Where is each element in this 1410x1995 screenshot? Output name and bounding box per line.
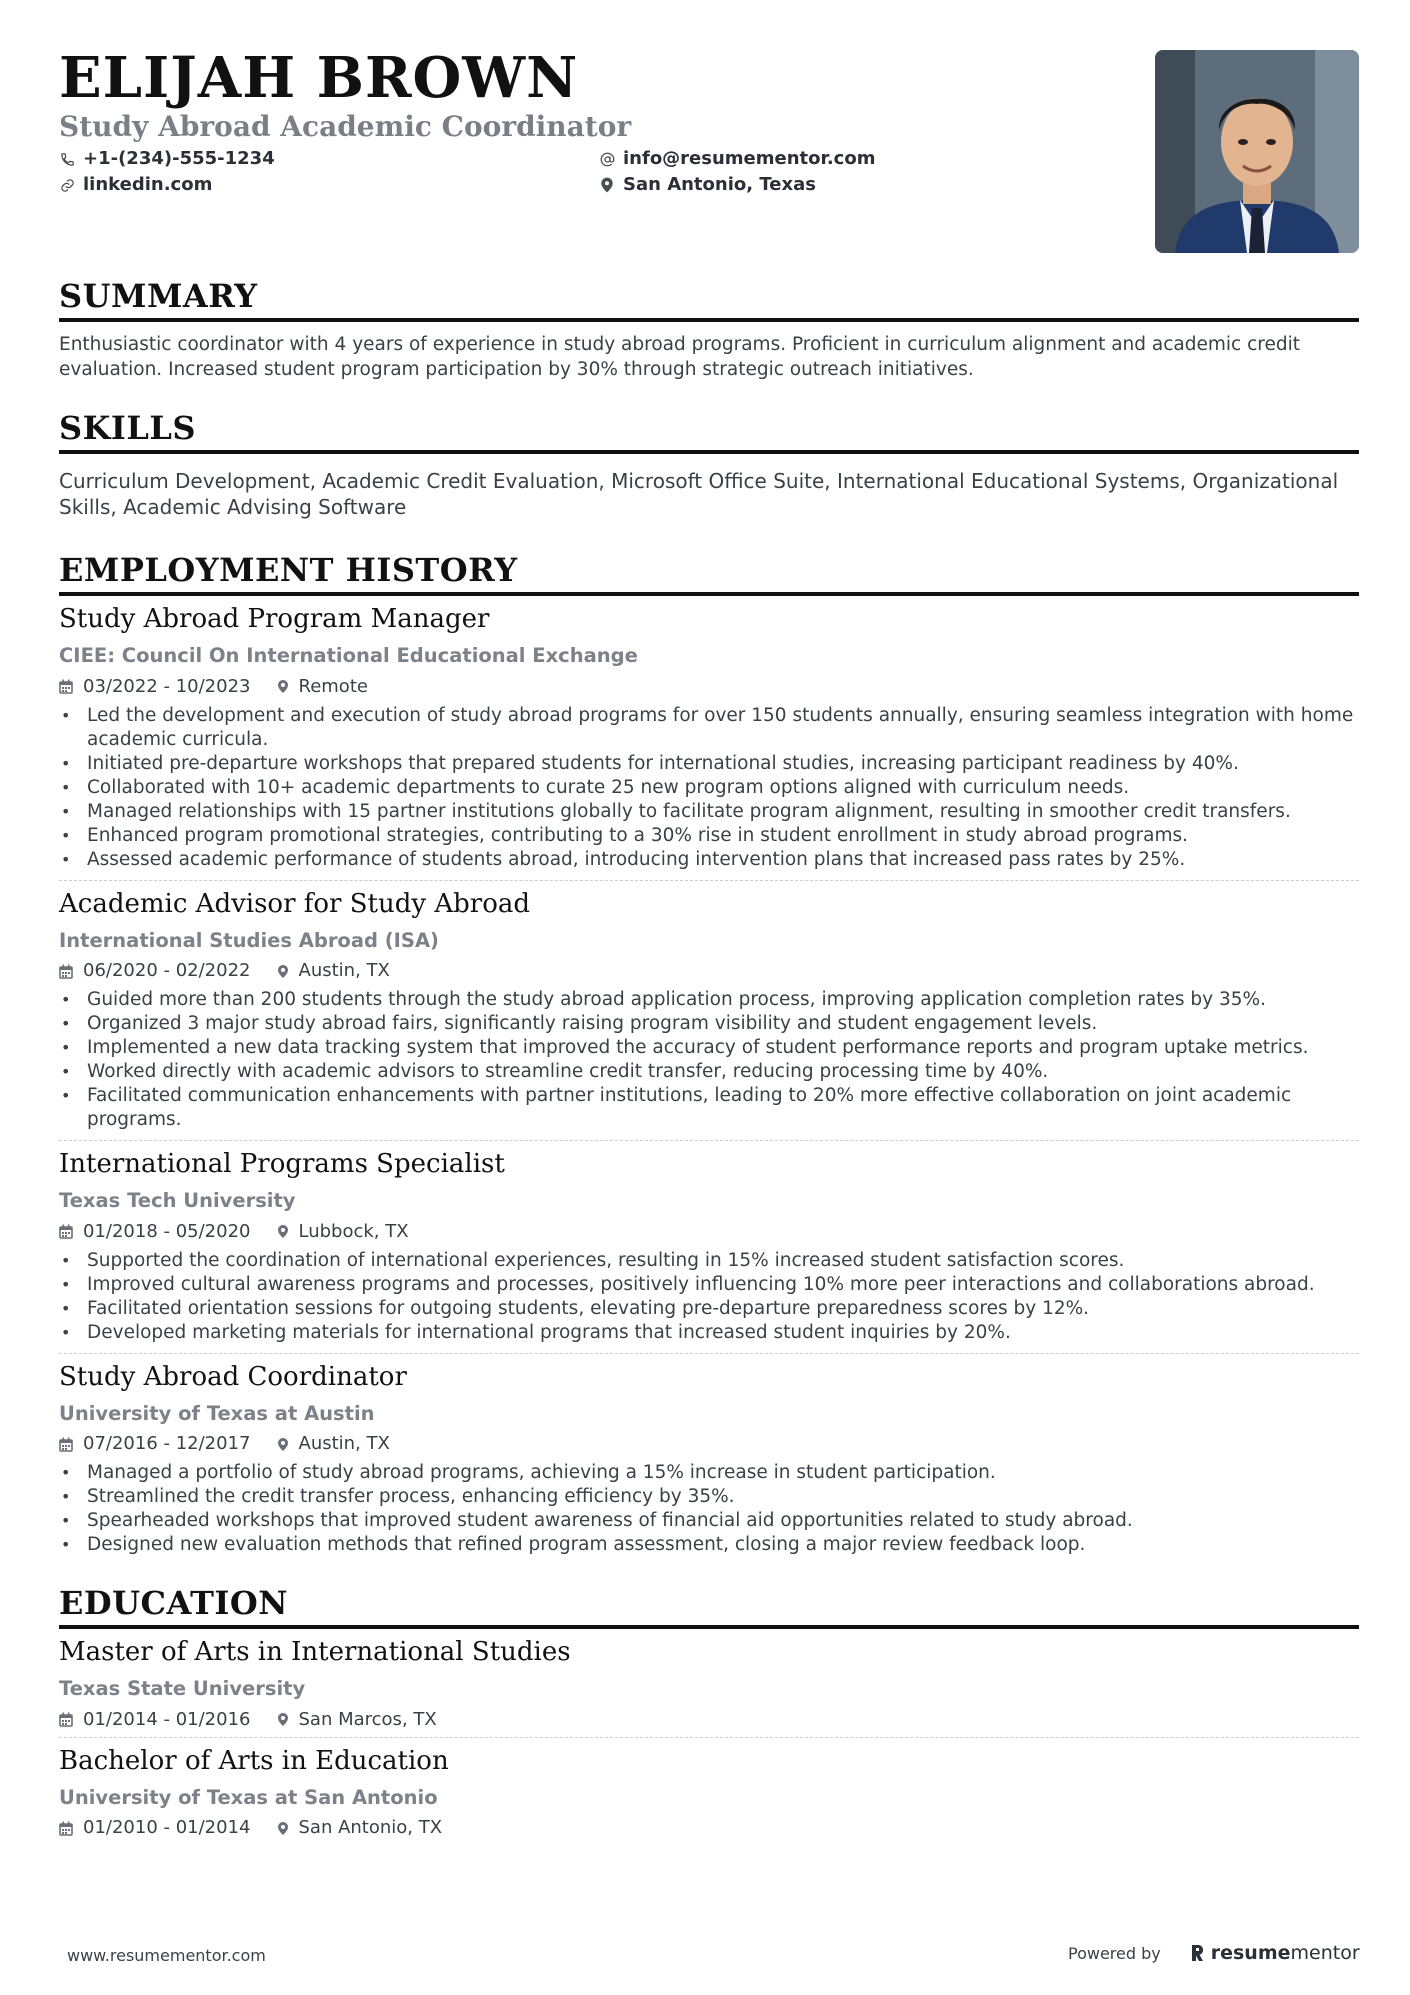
employment-heading: EMPLOYMENT HISTORY	[59, 554, 1359, 596]
email-text[interactable]: info@resumementor.com	[623, 148, 876, 169]
candidate-name: ELIJAH BROWN	[59, 45, 579, 111]
brand-light: mentor	[1290, 1942, 1360, 1964]
job-title: Study Abroad Program Manager	[59, 604, 490, 634]
brand-bold: resume	[1210, 1942, 1291, 1964]
phone-icon	[59, 151, 75, 167]
job-bullets	[59, 704, 1359, 872]
list-item: • Spearheaded workshops that improved student awareness of financial aid opportunities related to study abroad.	[59, 1509, 1359, 1533]
job-location	[277, 1435, 390, 1453]
linkedin-text[interactable]: linkedin.com	[83, 174, 213, 195]
map-pin-icon	[599, 177, 615, 193]
list-item: • Facilitated orientation sessions for outgoing students, elevating pre-departure preparedness scores by 12%.	[59, 1297, 1359, 1321]
education-location-text: San Marcos, TX	[298, 1708, 437, 1730]
calendar-icon	[59, 679, 73, 694]
education-heading: EDUCATION	[59, 1587, 1359, 1629]
list-item: • Designed new evaluation methods that refined program assessment, closing a major review feedback loop.	[59, 1533, 1359, 1557]
contact-email	[599, 150, 875, 168]
summary-heading: SUMMARY	[59, 280, 1359, 322]
location-text: San Antonio, Texas	[623, 174, 816, 195]
job-dates	[59, 1435, 251, 1453]
job-meta	[59, 1220, 1359, 1242]
list-item: • Assessed academic performance of students abroad, introducing intervention plans that increased pass rates by 25%.	[59, 848, 1359, 872]
education-dates-text: 01/2014 - 01/2016	[83, 1708, 251, 1730]
link-icon	[59, 177, 75, 193]
job-bullets	[59, 988, 1359, 1132]
job-entry	[59, 606, 1359, 881]
job-location-text: Austin, TX	[298, 960, 390, 981]
education-location-text: San Antonio, TX	[298, 1817, 443, 1838]
contact-location	[599, 176, 816, 194]
job-organization: CIEE: Council On International Educational Exchange	[59, 644, 638, 667]
profile-photo	[1155, 50, 1359, 253]
job-entry	[59, 1151, 1359, 1354]
map-pin-icon	[277, 1224, 289, 1239]
calendar-icon	[59, 1224, 73, 1239]
education-meta	[59, 1708, 1359, 1730]
phone-text[interactable]: +1-(234)-555-1234	[83, 148, 275, 169]
summary-section	[59, 277, 1359, 382]
degree-title: Bachelor of Arts in Education	[59, 1745, 449, 1776]
job-entry	[59, 1361, 1359, 1566]
list-item: • Streamlined the credit transfer process, enhancing efficiency by 35%.	[59, 1485, 1359, 1509]
job-dates	[59, 962, 251, 980]
job-dates-text: 07/2016 - 12/2017	[83, 1433, 251, 1454]
resumementor-logo-icon	[1189, 1943, 1205, 1963]
powered-by-text: Powered by	[1068, 1943, 1161, 1963]
job-dates-text: 03/2022 - 10/2023	[83, 675, 251, 697]
candidate-title: Study Abroad Academic Coordinator	[59, 110, 632, 143]
skills-text: Curriculum Development, Academic Credit Evaluation, Microsoft Office Suite, International Educational Systems, Organizational Skills, Academic Advising Software	[59, 469, 1339, 519]
brand-logo[interactable]	[1189, 1942, 1360, 1964]
list-item: • Developed marketing materials for international programs that increased student inquiries by 20%.	[59, 1321, 1359, 1345]
list-item: • Managed relationships with 15 partner institutions globally to facilitate program alignment, resulting in smoother credit transfers.	[59, 800, 1359, 824]
list-item: • Facilitated communication enhancements with partner institutions, leading to 20% more effective collaboration on joint academic programs.	[59, 1084, 1359, 1132]
job-entry	[59, 888, 1359, 1142]
job-dates-text: 01/2018 - 05/2020	[83, 1220, 251, 1242]
job-location-text: Remote	[298, 675, 368, 697]
job-organization: Texas Tech University	[59, 1189, 296, 1212]
map-pin-icon	[277, 1437, 289, 1452]
skills-section	[59, 409, 1359, 520]
contact-phone	[59, 150, 275, 168]
map-pin-icon	[277, 1821, 289, 1836]
map-pin-icon	[277, 679, 289, 694]
list-item: • Implemented a new data tracking system that improved the accuracy of student performance reports and program uptake metrics.	[59, 1036, 1359, 1060]
calendar-icon	[59, 1437, 73, 1452]
list-item: • Led the development and execution of study abroad programs for over 150 students annually, ensuring seamless integration with home academic curricula.	[59, 704, 1359, 752]
summary-text: Enthusiastic coordinator with 4 years of experience in study abroad programs. Proficient in curriculum alignment and academic credit evaluation. Increased student program participation by 30% through strategic outreach initiatives.	[59, 334, 1300, 380]
job-location-text: Lubbock, TX	[298, 1220, 409, 1242]
job-dates	[59, 1220, 251, 1242]
job-bullets	[59, 1461, 1359, 1557]
list-item: • Guided more than 200 students through the study abroad application process, improving application completion rates by 35%.	[59, 988, 1359, 1012]
contact-linkedin	[59, 176, 212, 194]
education-dates	[59, 1819, 251, 1837]
calendar-icon	[59, 1821, 73, 1836]
education-dates	[59, 1708, 251, 1730]
job-title: Academic Advisor for Study Abroad	[59, 888, 530, 919]
job-dates	[59, 675, 251, 697]
job-dates-text: 06/2020 - 02/2022	[83, 960, 251, 981]
education-meta	[59, 1819, 1359, 1837]
skills-heading: SKILLS	[59, 412, 1359, 454]
job-location	[277, 962, 390, 980]
job-location	[277, 675, 368, 697]
education-entry	[59, 1639, 1359, 1738]
list-item: • Worked directly with academic advisors to streamline credit transfer, reducing processing time by 40%.	[59, 1060, 1359, 1084]
resume-page	[59, 0, 1359, 1995]
map-pin-icon	[277, 964, 289, 979]
job-location	[277, 1220, 409, 1242]
employment-section	[59, 551, 1359, 1565]
calendar-icon	[59, 1712, 73, 1727]
job-organization: International Studies Abroad (ISA)	[59, 928, 439, 952]
education-dates-text: 01/2010 - 01/2014	[83, 1817, 251, 1838]
education-location	[277, 1819, 443, 1837]
list-item: • Improved cultural awareness programs and processes, positively influencing 10% more peer interactions and collaborations abroad.	[59, 1273, 1359, 1297]
footer-powered	[1068, 1942, 1360, 1964]
school-name: Texas State University	[59, 1677, 306, 1700]
list-item: • Collaborated with 10+ academic departments to curate 25 new program options aligned with curriculum needs.	[59, 776, 1359, 800]
education-location	[277, 1708, 437, 1730]
job-meta	[59, 1435, 1359, 1453]
list-item: • Organized 3 major study abroad fairs, significantly raising program visibility and student engagement levels.	[59, 1012, 1359, 1036]
list-item: • Supported the coordination of international experiences, resulting in 15% increased student satisfaction scores.	[59, 1249, 1359, 1273]
job-bullets	[59, 1249, 1359, 1345]
job-meta	[59, 675, 1359, 697]
at-icon	[599, 151, 615, 167]
education-section	[59, 1584, 1359, 1845]
job-organization: University of Texas at Austin	[59, 1401, 375, 1425]
list-item: • Initiated pre-departure workshops that prepared students for international studies, increasing participant readiness by 40%.	[59, 752, 1359, 776]
job-location-text: Austin, TX	[298, 1433, 390, 1454]
degree-title: Master of Arts in International Studies	[59, 1637, 571, 1667]
map-pin-icon	[277, 1712, 289, 1727]
education-entry	[59, 1745, 1359, 1846]
job-title: International Programs Specialist	[59, 1149, 505, 1179]
footer-website[interactable]: www.resumementor.com	[67, 1946, 266, 1965]
job-meta	[59, 962, 1359, 980]
job-title: Study Abroad Coordinator	[59, 1361, 407, 1392]
list-item: • Managed a portfolio of study abroad programs, achieving a 15% increase in student participation.	[59, 1461, 1359, 1485]
list-item: • Enhanced program promotional strategies, contributing to a 30% rise in student enrollment in study abroad programs.	[59, 824, 1359, 848]
school-name: University of Texas at San Antonio	[59, 1785, 438, 1809]
calendar-icon	[59, 964, 73, 979]
resume-header	[59, 0, 1359, 260]
